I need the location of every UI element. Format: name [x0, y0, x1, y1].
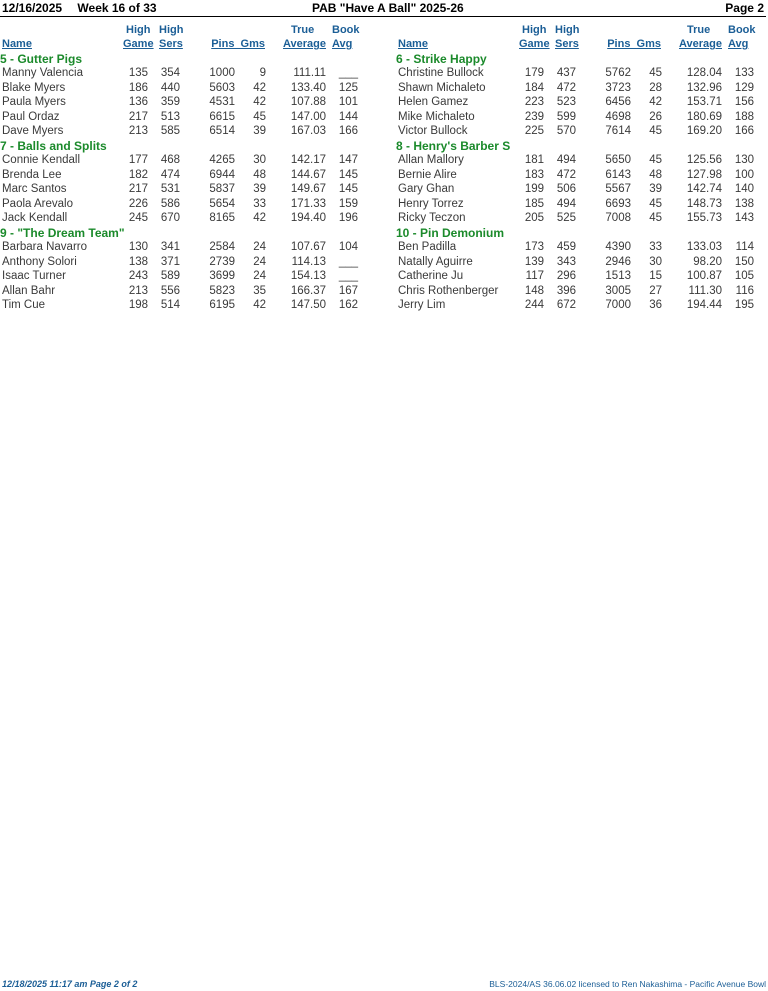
column-headers [396, 22, 768, 52]
high-game: 217 [128, 110, 148, 123]
true-average: 169.20 [686, 125, 722, 138]
high-series: 586 [160, 197, 180, 210]
games-played: 30 [253, 153, 266, 166]
bowler-row [0, 124, 380, 139]
high-game: 199 [524, 183, 544, 196]
book-avg-header-top: Book [728, 24, 756, 36]
high-series: 354 [160, 67, 180, 79]
total-pins: 5837 [209, 183, 235, 196]
bowler-row [0, 81, 380, 96]
team-header: 8 - Henry's Barber S [396, 138, 511, 153]
team-header: 7 - Balls and Splits [0, 138, 107, 153]
bowler-name: Christine Bullock [398, 67, 484, 79]
bowler-row [0, 168, 380, 183]
games-played: 33 [253, 197, 266, 210]
book-average: 188 [734, 110, 754, 123]
bowler-row [396, 110, 768, 125]
bowler-row [0, 298, 380, 313]
total-pins: 4265 [209, 153, 235, 166]
true-average: 125.56 [686, 153, 722, 166]
total-pins: 5603 [209, 81, 235, 94]
book-average: 147 [338, 153, 358, 166]
page-number: Page 2 [725, 1, 764, 15]
total-pins: 6195 [209, 299, 235, 312]
true-average: 111.11 [293, 67, 326, 79]
true-average: 144.67 [290, 168, 326, 181]
true-average-header: Average [282, 38, 326, 50]
high-series: 670 [160, 212, 180, 225]
high-series: 585 [160, 125, 180, 138]
true-average-header-top: True [687, 24, 711, 36]
total-pins: 6143 [605, 168, 631, 181]
bowler-row [0, 110, 380, 125]
high-sers-header-top: High [555, 24, 580, 36]
bowler-row [0, 284, 380, 299]
right-teams [396, 52, 768, 313]
total-pins: 7614 [605, 125, 631, 138]
true-average: 171.33 [290, 197, 326, 210]
total-pins: 3005 [605, 284, 631, 297]
total-pins: 4698 [605, 110, 631, 123]
bowler-name: Marc Santos [2, 183, 67, 196]
bowler-row [396, 255, 768, 270]
bowler-row [396, 95, 768, 110]
bowler-name: Chris Rothenberger [398, 284, 499, 297]
high-series: 599 [556, 110, 576, 123]
high-series: 474 [160, 168, 180, 181]
bowler-name: Barbara Navarro [2, 240, 88, 253]
bowler-name: Jack Kendall [2, 212, 68, 225]
high-game: 226 [128, 197, 148, 210]
bowler-row [0, 95, 380, 110]
true-average: 167.03 [290, 125, 326, 138]
high-series: 396 [556, 284, 576, 297]
games-played: 24 [253, 240, 266, 253]
high-series: 343 [556, 255, 576, 268]
book-average: 143 [734, 212, 754, 225]
high-game: 130 [128, 240, 148, 253]
bowler-row [0, 182, 380, 197]
book-average: 125 [338, 81, 358, 94]
book-average: 159 [338, 197, 358, 210]
high-game-header: Game [519, 38, 550, 50]
high-game: 217 [128, 183, 148, 196]
high-series: 506 [556, 183, 576, 196]
high-game: 186 [128, 81, 148, 94]
high-game: 179 [524, 67, 544, 79]
bowler-name: Tim Cue [2, 299, 46, 312]
games-played: 36 [649, 299, 662, 312]
book-average: 129 [734, 81, 754, 94]
high-game: 185 [524, 197, 544, 210]
book-average: 166 [338, 125, 358, 138]
bowler-row [396, 284, 768, 299]
high-game: 244 [524, 299, 544, 312]
high-series: 359 [160, 96, 180, 109]
book-avg-header: Avg [728, 38, 749, 50]
team-header: 6 - Strike Happy [396, 52, 487, 66]
book-average: 138 [734, 197, 754, 210]
bowler-name: Ben Padilla [398, 240, 457, 253]
high-series: 472 [556, 168, 576, 181]
book-average: 162 [338, 299, 358, 312]
total-pins: 5762 [605, 67, 631, 79]
true-average-header: Average [678, 38, 722, 50]
high-game: 177 [128, 153, 148, 166]
total-pins: 6944 [209, 168, 235, 181]
high-game: 148 [524, 284, 544, 297]
book-average: 195 [734, 299, 754, 312]
games-played: 48 [649, 168, 662, 181]
games-played: 48 [253, 168, 266, 181]
games-played: 42 [253, 96, 266, 109]
games-played: 45 [649, 125, 662, 138]
bowler-row [396, 81, 768, 96]
true-average: 155.73 [686, 212, 722, 225]
high-series: 437 [556, 67, 576, 79]
bowler-row [0, 153, 380, 168]
high-game: 173 [524, 240, 544, 253]
high-game: 135 [128, 67, 148, 79]
bowler-name: Mike Michaleto [398, 110, 475, 123]
total-pins: 3699 [209, 270, 235, 283]
high-game: 181 [524, 153, 544, 166]
bowler-row [0, 255, 380, 270]
games-played: 45 [649, 212, 662, 225]
high-sers-header: Sers [555, 38, 579, 50]
book-average: ___ [338, 270, 358, 283]
high-game: 239 [524, 110, 544, 123]
book-average: 145 [338, 168, 358, 181]
book-average: 130 [734, 153, 754, 166]
high-series: 523 [556, 96, 576, 109]
true-average: 107.67 [290, 240, 326, 253]
high-game: 198 [128, 299, 148, 312]
true-average-header-top: True [291, 24, 315, 36]
games-played: 42 [253, 212, 266, 225]
bowler-row [396, 269, 768, 284]
games-played: 26 [649, 110, 662, 123]
games-played: 45 [649, 67, 662, 79]
true-average: 166.37 [290, 284, 326, 297]
left-standings-column [0, 22, 380, 313]
total-pins: 6693 [605, 197, 631, 210]
bowler-name: Isaac Turner [2, 270, 66, 283]
true-average: 114.13 [291, 255, 326, 268]
report-date: 12/16/2025 [2, 1, 63, 15]
book-average: 116 [735, 284, 754, 297]
name-header: Name [398, 38, 428, 50]
bowler-name: Manny Valencia [2, 67, 83, 79]
bowler-row [0, 269, 380, 284]
high-series: 371 [160, 255, 180, 268]
report-date-week [2, 1, 157, 15]
true-average: 132.96 [686, 81, 722, 94]
bowler-name: Bernie Alire [398, 168, 457, 181]
bowler-name: Shawn Michaleto [398, 81, 486, 94]
true-average: 194.44 [686, 299, 722, 312]
games-played: 42 [253, 299, 266, 312]
total-pins: 5650 [605, 153, 631, 166]
bowler-name: Natally Aguirre [398, 255, 473, 268]
high-game: 138 [128, 255, 148, 268]
book-average: 156 [734, 96, 754, 109]
bowler-name: Helen Gamez [398, 96, 469, 109]
games-played: 24 [253, 255, 266, 268]
high-series: 589 [160, 270, 180, 283]
bowler-row [396, 298, 768, 313]
total-pins: 6514 [209, 125, 235, 138]
left-teams [0, 52, 380, 313]
high-sers-header-top: High [159, 24, 184, 36]
high-series: 341 [160, 240, 180, 253]
bowler-name: Henry Torrez [398, 197, 464, 210]
games-played: 9 [259, 67, 266, 79]
true-average: 142.17 [290, 153, 326, 166]
report-header [0, 0, 766, 17]
license-info: BLS-2024/AS 36.06.02 licensed to Ren Nakashima - Pacific Avenue Bowl [489, 979, 766, 989]
high-series: 468 [160, 153, 180, 166]
games-played: 45 [649, 153, 662, 166]
high-game: 136 [128, 96, 148, 109]
book-average: 100 [734, 168, 754, 181]
report-week: Week 16 of 33 [77, 1, 157, 15]
total-pins: 6615 [209, 110, 235, 123]
high-series: 514 [160, 299, 180, 312]
bowler-name: Ricky Teczon [398, 212, 466, 225]
games-played: 15 [649, 270, 662, 283]
bowler-row [396, 168, 768, 183]
book-average: ___ [338, 67, 358, 79]
name-header: Name [2, 38, 32, 50]
true-average: 147.50 [290, 299, 326, 312]
total-pins: 1000 [209, 67, 235, 79]
book-average: 133 [734, 67, 754, 79]
total-pins: 5567 [605, 183, 631, 196]
league-title: PAB "Have A Ball" 2025-26 [312, 1, 464, 15]
high-series: 513 [160, 110, 180, 123]
total-pins: 8165 [209, 212, 235, 225]
true-average: 133.40 [290, 81, 326, 94]
games-played: 24 [253, 270, 266, 283]
games-played: 45 [649, 197, 662, 210]
true-average: 111.30 [688, 284, 722, 297]
total-pins: 6456 [605, 96, 631, 109]
high-sers-header: Sers [159, 38, 183, 50]
high-game: 184 [524, 81, 544, 94]
book-average: 144 [338, 110, 358, 123]
true-average: 153.71 [686, 96, 722, 109]
book-average: 196 [338, 212, 358, 225]
total-pins: 7000 [605, 299, 631, 312]
high-game: 245 [128, 212, 148, 225]
bowler-name: Allan Bahr [2, 284, 56, 297]
high-game: 223 [524, 96, 544, 109]
print-timestamp: 12/18/2025 11:17 am Page 2 of 2 [2, 979, 138, 989]
bowler-row [0, 240, 380, 255]
bowler-name: Allan Mallory [398, 153, 464, 166]
book-average: ___ [338, 255, 358, 268]
high-game: 225 [524, 125, 544, 138]
bowler-name: Blake Myers [2, 81, 66, 94]
true-average: 128.04 [686, 67, 722, 79]
high-series: 494 [556, 153, 576, 166]
high-game-header: Game [123, 38, 154, 50]
high-series: 296 [556, 270, 576, 283]
bowler-row [396, 66, 768, 81]
total-pins: 2584 [209, 240, 235, 253]
games-played: 35 [253, 284, 266, 297]
bowler-name: Anthony Solori [2, 255, 77, 268]
total-pins: 5823 [209, 284, 235, 297]
true-average: 107.88 [290, 96, 326, 109]
team-header: 5 - Gutter Pigs [0, 52, 83, 66]
bowler-name: Paul Ordaz [2, 110, 60, 123]
games-played: 45 [253, 110, 266, 123]
total-pins: 3723 [605, 81, 631, 94]
high-series: 556 [160, 284, 180, 297]
high-series: 531 [160, 183, 180, 196]
true-average: 180.69 [686, 110, 722, 123]
high-series: 672 [556, 299, 576, 312]
true-average: 148.73 [686, 197, 722, 210]
total-pins: 2946 [605, 255, 631, 268]
high-game: 213 [128, 284, 148, 297]
bowler-name: Jerry Lim [398, 299, 446, 312]
true-average: 194.40 [290, 212, 326, 225]
bowler-row [396, 153, 768, 168]
bowler-row [0, 211, 380, 226]
book-average: 104 [338, 240, 358, 253]
bowler-name: Catherine Ju [398, 270, 464, 283]
book-average: 101 [338, 96, 358, 109]
book-average: 145 [338, 183, 358, 196]
bowler-name: Connie Kendall [2, 153, 81, 166]
high-series: 472 [556, 81, 576, 94]
true-average: 133.03 [686, 240, 722, 253]
team-header: 9 - "The Dream Team" [0, 225, 125, 240]
book-avg-header: Avg [332, 38, 353, 50]
true-average: 127.98 [686, 168, 722, 181]
bowler-row [396, 211, 768, 226]
games-played: 28 [649, 81, 662, 94]
total-pins: 4390 [605, 240, 631, 253]
high-game: 182 [128, 168, 148, 181]
bowler-row [0, 66, 380, 81]
high-game: 183 [524, 168, 544, 181]
total-pins: 5654 [209, 197, 235, 210]
bowler-name: Paula Myers [2, 96, 66, 109]
true-average: 98.20 [693, 255, 722, 268]
bowler-row [396, 197, 768, 212]
bowler-name: Victor Bullock [398, 125, 468, 138]
true-average: 149.67 [290, 183, 326, 196]
high-game: 213 [128, 125, 148, 138]
total-pins: 7008 [605, 212, 631, 225]
bowler-name: Gary Ghan [398, 183, 455, 196]
high-series: 459 [556, 240, 576, 253]
pins-gms-header: Pins Gms [607, 38, 661, 50]
total-pins: 2739 [209, 255, 235, 268]
bowler-name: Brenda Lee [2, 168, 62, 181]
high-game: 117 [525, 270, 544, 283]
games-played: 39 [253, 183, 266, 196]
bowler-row [396, 240, 768, 255]
high-series: 494 [556, 197, 576, 210]
book-average: 166 [734, 125, 754, 138]
book-average: 167 [338, 284, 358, 297]
true-average: 142.74 [686, 183, 722, 196]
games-played: 39 [649, 183, 662, 196]
total-pins: 1513 [605, 270, 631, 283]
total-pins: 4531 [209, 96, 235, 109]
column-headers [0, 22, 380, 52]
games-played: 42 [253, 81, 266, 94]
book-average: 140 [734, 183, 754, 196]
bowler-name: Dave Myers [2, 125, 64, 138]
high-game: 205 [524, 212, 544, 225]
pins-gms-header: Pins Gms [211, 38, 265, 50]
high-game: 243 [128, 270, 148, 283]
book-avg-header-top: Book [332, 24, 360, 36]
high-game-header-top: High [126, 24, 151, 36]
book-average: 150 [734, 255, 754, 268]
high-game: 139 [524, 255, 544, 268]
games-played: 27 [649, 284, 662, 297]
high-series: 440 [160, 81, 180, 94]
high-series: 525 [556, 212, 576, 225]
true-average: 147.00 [290, 110, 326, 123]
book-average: 114 [735, 240, 754, 253]
bowler-name: Paola Arevalo [2, 197, 73, 210]
high-game-header-top: High [522, 24, 547, 36]
games-played: 39 [253, 125, 266, 138]
high-series: 570 [556, 125, 576, 138]
games-played: 30 [649, 255, 662, 268]
bowler-row [0, 197, 380, 212]
games-played: 42 [649, 96, 662, 109]
true-average: 100.87 [686, 270, 722, 283]
right-standings-column [396, 22, 768, 313]
games-played: 33 [649, 240, 662, 253]
team-header: 10 - Pin Demonium [396, 225, 505, 240]
true-average: 154.13 [290, 270, 326, 283]
book-average: 105 [734, 270, 754, 283]
bowler-row [396, 124, 768, 139]
bowler-row [396, 182, 768, 197]
